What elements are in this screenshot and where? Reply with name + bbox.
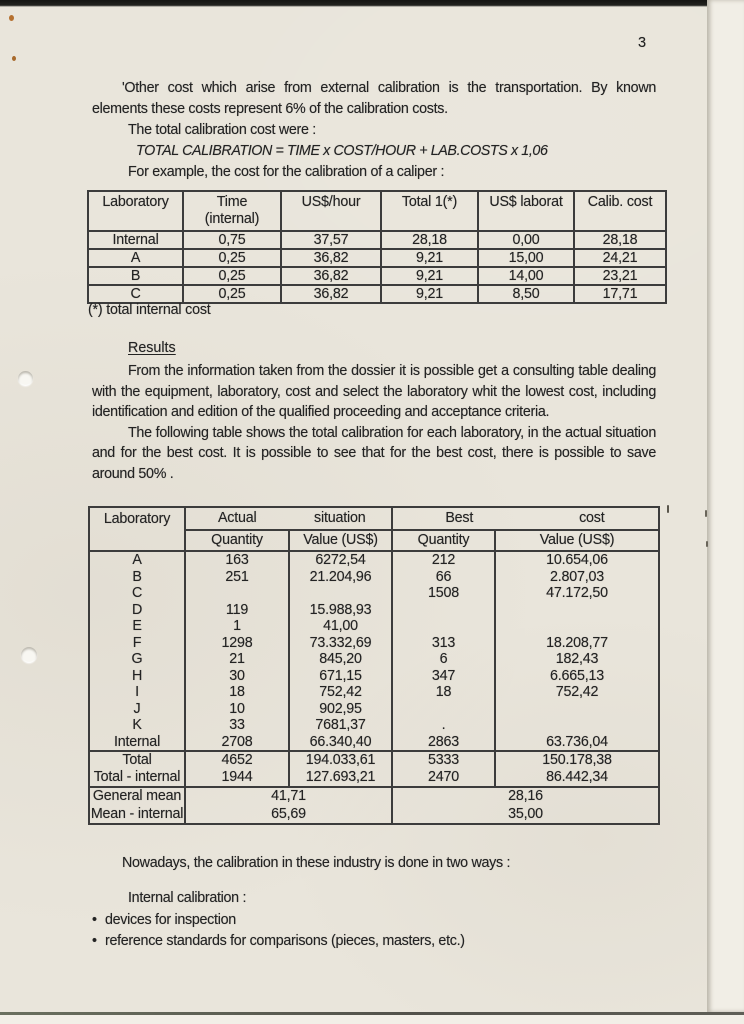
results-paragraph-1: From the information taken from the dossier it is possible get a consulting table dealing with the equipment, laboratory, cost and select the laboratory whit the lowest cost, including identification and edition of the qualified proceeding and acceptance criteria. bbox=[92, 363, 656, 421]
total-row bbox=[89, 751, 659, 769]
table-cell: 36,82 bbox=[281, 285, 381, 303]
scan-edge-top bbox=[0, 0, 744, 7]
total-cost-line: The total calibration cost were : bbox=[128, 122, 316, 138]
table-cell: 41,00 bbox=[289, 618, 392, 635]
table-cell bbox=[495, 717, 659, 734]
table-cell: 10 bbox=[185, 701, 289, 718]
table-cell: 6.665,13 bbox=[495, 668, 659, 685]
table-cell: B bbox=[88, 267, 183, 285]
table-cell: 23,21 bbox=[574, 267, 666, 285]
list-item-text: reference standards for comparisons (pieces, masters, etc.) bbox=[105, 933, 465, 949]
table-cell: 0,25 bbox=[183, 285, 281, 303]
table-row bbox=[89, 551, 659, 569]
table-cell: K bbox=[89, 717, 185, 734]
table-cell: 21.204,96 bbox=[289, 569, 392, 586]
table-cell: 2863 bbox=[392, 734, 495, 752]
column-header-laboratory: Laboratory bbox=[88, 191, 183, 231]
table-cell: 15,00 bbox=[478, 249, 574, 267]
table-cell: 119 bbox=[185, 602, 289, 619]
table-cell: 15.988,93 bbox=[289, 602, 392, 619]
laboratory-comparison-table bbox=[88, 506, 660, 825]
group-label-situation: situation bbox=[314, 510, 366, 526]
intro-section bbox=[92, 78, 656, 183]
table-cell: 66.340,40 bbox=[289, 734, 392, 752]
column-header-laboratory: Laboratory bbox=[89, 507, 185, 551]
calibration-formula: TOTAL CALIBRATION = TIME x COST/HOUR + LAB.COSTS x 1,06 bbox=[136, 143, 548, 159]
table-cell: 752,42 bbox=[289, 684, 392, 701]
table-cell: G bbox=[89, 651, 185, 668]
table-cell: 902,95 bbox=[289, 701, 392, 718]
table-cell: 313 bbox=[392, 635, 495, 652]
internal-calibration-subheading: Internal calibration : bbox=[128, 890, 247, 906]
table-cell: 9,21 bbox=[381, 249, 478, 267]
column-group-best-cost bbox=[392, 507, 659, 530]
table-cell bbox=[495, 701, 659, 718]
table-cell bbox=[392, 701, 495, 718]
list-item bbox=[92, 931, 658, 952]
table-cell: B bbox=[89, 569, 185, 586]
table-row bbox=[89, 734, 659, 752]
table-cell: 9,21 bbox=[381, 285, 478, 303]
table-cell: 1944 bbox=[185, 769, 289, 787]
table-row bbox=[89, 651, 659, 668]
table-cell: 9,21 bbox=[381, 267, 478, 285]
table-cell: 17,71 bbox=[574, 285, 666, 303]
table-cell: 163 bbox=[185, 551, 289, 569]
column-header-value: Value (US$) bbox=[495, 530, 659, 551]
table-row bbox=[89, 668, 659, 685]
table-footnote: (*) total internal cost bbox=[88, 302, 211, 318]
table-cell: 28,18 bbox=[574, 231, 666, 249]
table-cell: 37,57 bbox=[281, 231, 381, 249]
table-cell: 845,20 bbox=[289, 651, 392, 668]
example-line: For example, the cost for the calibration of a caliper : bbox=[128, 164, 445, 180]
group-label-best: Best bbox=[445, 510, 474, 526]
calibration-bullet-list bbox=[92, 910, 658, 952]
table-cell: I bbox=[89, 684, 185, 701]
table-row bbox=[89, 569, 659, 586]
table-cell: 251 bbox=[185, 569, 289, 586]
table-cell bbox=[185, 585, 289, 602]
column-header-us-hour: US$/hour bbox=[281, 191, 381, 231]
table-cell: A bbox=[88, 249, 183, 267]
table-cell bbox=[495, 602, 659, 619]
table-row bbox=[89, 602, 659, 619]
table-cell: 18.208,77 bbox=[495, 635, 659, 652]
table-row bbox=[89, 635, 659, 652]
table-cell: 18 bbox=[185, 684, 289, 701]
table-row bbox=[88, 267, 666, 285]
table-row bbox=[88, 249, 666, 267]
table-cell: 0,25 bbox=[183, 267, 281, 285]
table-cell: 65,69 bbox=[185, 806, 392, 825]
list-item bbox=[92, 910, 658, 931]
table-cell: A bbox=[89, 551, 185, 569]
table-row bbox=[88, 285, 666, 303]
paper-speck bbox=[706, 541, 708, 547]
table-cell: 41,71 bbox=[185, 787, 392, 806]
column-header-us-laborat: US$ laborat bbox=[478, 191, 574, 231]
table-cell: 7681,37 bbox=[289, 717, 392, 734]
table-cell: 36,82 bbox=[281, 267, 381, 285]
table-cell: 28,16 bbox=[392, 787, 659, 806]
table-cell bbox=[495, 618, 659, 635]
table-cell: 752,42 bbox=[495, 684, 659, 701]
table-cell: 127.693,21 bbox=[289, 769, 392, 787]
table-cell bbox=[392, 602, 495, 619]
group-label-cost: cost bbox=[579, 510, 605, 526]
table-cell: 0,00 bbox=[478, 231, 574, 249]
table-cell: 35,00 bbox=[392, 806, 659, 825]
column-header-time bbox=[183, 191, 281, 231]
table-cell: 14,00 bbox=[478, 267, 574, 285]
table-cell: 2708 bbox=[185, 734, 289, 752]
closing-section bbox=[92, 853, 658, 952]
group-label-actual: Actual bbox=[217, 510, 257, 526]
table-cell: 2470 bbox=[392, 769, 495, 787]
table-cell: J bbox=[89, 701, 185, 718]
table-cell: 33 bbox=[185, 717, 289, 734]
table-cell: 8,50 bbox=[478, 285, 574, 303]
column-header-calib-cost: Calib. cost bbox=[574, 191, 666, 231]
table-cell: 2.807,03 bbox=[495, 569, 659, 586]
table-cell: C bbox=[88, 285, 183, 303]
table-cell: Internal bbox=[88, 231, 183, 249]
table-header-row bbox=[89, 507, 659, 530]
total-internal-row bbox=[89, 769, 659, 787]
hole-punch bbox=[18, 371, 33, 386]
table-cell: F bbox=[89, 635, 185, 652]
table-cell: C bbox=[89, 585, 185, 602]
bullet-icon: • bbox=[92, 933, 97, 949]
table-cell: 182,43 bbox=[495, 651, 659, 668]
table-cell: 21 bbox=[185, 651, 289, 668]
table-cell: 30 bbox=[185, 668, 289, 685]
page-number: 3 bbox=[638, 35, 647, 51]
table-cell: 6272,54 bbox=[289, 551, 392, 569]
table-cell: 194.033,61 bbox=[289, 751, 392, 769]
table-row bbox=[88, 231, 666, 249]
results-section bbox=[92, 361, 656, 485]
table-cell: H bbox=[89, 668, 185, 685]
scan-edge-bottom-strip bbox=[0, 1015, 744, 1024]
mean-internal-row bbox=[89, 806, 659, 825]
table-row bbox=[89, 717, 659, 734]
table-cell: 4652 bbox=[185, 751, 289, 769]
table-cell: 28,18 bbox=[381, 231, 478, 249]
table-cell: 47.172,50 bbox=[495, 585, 659, 602]
column-header-value: Value (US$) bbox=[289, 530, 392, 551]
table-cell: 347 bbox=[392, 668, 495, 685]
table-row bbox=[89, 684, 659, 701]
column-header-total1: Total 1(*) bbox=[381, 191, 478, 231]
table-cell: 18 bbox=[392, 684, 495, 701]
table-cell: . bbox=[392, 717, 495, 734]
table-cell: Total - internal bbox=[89, 769, 185, 787]
table-cell: E bbox=[89, 618, 185, 635]
table-cell: Internal bbox=[89, 734, 185, 752]
column-header-time-sub: (internal) bbox=[204, 211, 260, 227]
table-cell: 86.442,34 bbox=[495, 769, 659, 787]
column-header-quantity: Quantity bbox=[185, 530, 289, 551]
table-row bbox=[89, 585, 659, 602]
table-cell: 0,75 bbox=[183, 231, 281, 249]
paper-speck bbox=[12, 56, 16, 61]
table-row bbox=[89, 701, 659, 718]
column-header-quantity: Quantity bbox=[392, 530, 495, 551]
table-cell: 671,15 bbox=[289, 668, 392, 685]
column-group-actual-situation bbox=[185, 507, 392, 530]
table-cell: 66 bbox=[392, 569, 495, 586]
table-cell bbox=[392, 618, 495, 635]
results-heading: Results bbox=[128, 340, 176, 356]
list-item-text: devices for inspection bbox=[105, 912, 236, 928]
caliper-cost-table bbox=[87, 190, 667, 304]
paper-speck bbox=[667, 505, 669, 513]
results-paragraph-2: The following table shows the total calibration for each laboratory, in the actual situation and for the best cost. It is possible to see that for the best cost, there is possible to save around 50% . bbox=[92, 424, 656, 482]
table-cell: 10.654,06 bbox=[495, 551, 659, 569]
general-mean-row bbox=[89, 787, 659, 806]
paper-speck bbox=[9, 15, 14, 21]
table-cell: 24,21 bbox=[574, 249, 666, 267]
table-cell: 5333 bbox=[392, 751, 495, 769]
table-cell bbox=[289, 585, 392, 602]
table-cell: 212 bbox=[392, 551, 495, 569]
table-cell: 6 bbox=[392, 651, 495, 668]
scan-page-edge-right bbox=[707, 0, 744, 1012]
results-heading-wrap bbox=[128, 340, 176, 356]
table-cell: 0,25 bbox=[183, 249, 281, 267]
paper-speck bbox=[705, 510, 707, 517]
table-cell: 150.178,38 bbox=[495, 751, 659, 769]
table-row bbox=[89, 618, 659, 635]
table-cell: 1298 bbox=[185, 635, 289, 652]
column-header-time-label: Time bbox=[216, 194, 248, 210]
bullet-icon: • bbox=[92, 912, 97, 928]
table-cell: D bbox=[89, 602, 185, 619]
table-cell: General mean bbox=[89, 787, 185, 806]
table-cell: 1 bbox=[185, 618, 289, 635]
table-cell: 73.332,69 bbox=[289, 635, 392, 652]
intro-paragraph: 'Other cost which arise from external calibration is the transportation. By known elements these costs represent 6% of the calibration costs. bbox=[92, 80, 656, 117]
table-cell: Total bbox=[89, 751, 185, 769]
table-cell: 63.736,04 bbox=[495, 734, 659, 752]
closing-paragraph: Nowadays, the calibration in these industry is done in two ways : bbox=[122, 855, 511, 871]
table-header-row bbox=[88, 191, 666, 231]
table-cell: 36,82 bbox=[281, 249, 381, 267]
hole-punch bbox=[21, 647, 37, 663]
table-cell: Mean - internal bbox=[89, 806, 185, 825]
table-cell: 1508 bbox=[392, 585, 495, 602]
